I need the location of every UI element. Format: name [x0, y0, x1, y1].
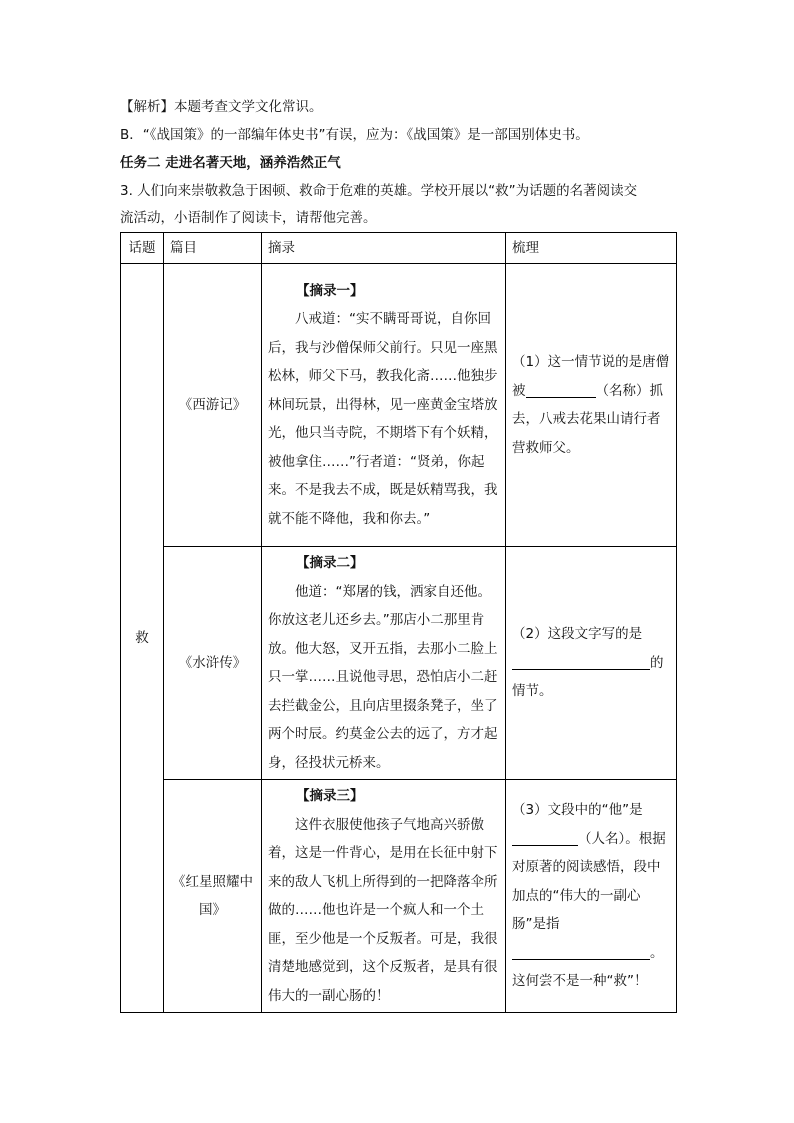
- analysis-label: 【解析】: [120, 99, 174, 115]
- answer-blank[interactable]: [512, 651, 650, 670]
- book-cell: 《水浒传》: [164, 547, 262, 780]
- analysis-text: 本题考查文学文化常识。: [174, 99, 323, 115]
- header-topic: 话题: [121, 233, 164, 264]
- table-row: [121, 264, 677, 547]
- excerpt-cell: [262, 780, 506, 1013]
- table-row: [121, 547, 677, 780]
- excerpt-title: 【摘录三】: [296, 788, 364, 804]
- option-b: B．“《战国策》的一部编年体史书”有误，应为：《战国策》是一部国别体史书。: [120, 127, 589, 143]
- header-book: 篇目: [164, 233, 262, 264]
- book-cell: 《红星照耀中国》: [164, 780, 262, 1013]
- excerpt-cell: [262, 264, 506, 547]
- excerpt-cell: [262, 547, 506, 780]
- task-text-before: （2）这段文字写的是: [512, 626, 643, 643]
- answer-blank[interactable]: [512, 941, 650, 960]
- table-header-row: [121, 233, 677, 264]
- excerpt-body: 八戒道：“实不瞒哥哥说，自你回后，我与沙僧保师父前行。只见一座黑松林，师父下马，教我化斋……他独步林间玩景，出得林，见一座黄金宝塔放光，他只当寺院，不期塔下有个妖精，被他拿住……”行者道：“贤弟，你起来。不是我去不成，既是妖精骂我，我就不能不降他，我和你去。”: [268, 311, 498, 527]
- task-text-before: （1）这一情节说的是唐僧被: [512, 354, 670, 399]
- task-cell: [506, 780, 677, 1013]
- question-line-1: 3. 人们向来崇敬救急于困顿、救命于危难的英雄。学校开展以“救”为话题的名著阅读交: [120, 183, 638, 199]
- task-text-after: 。这何尝不是一种“救”！: [512, 944, 664, 990]
- topic-cell: 救: [121, 264, 164, 1013]
- table-row: [121, 780, 677, 1013]
- task-text-middle: （人名）。根据对原著的阅读感悟，段中加点的“伟大的一副心肠”是指: [512, 830, 666, 933]
- task-cell: [506, 547, 677, 780]
- reading-card-table: [120, 232, 677, 1013]
- task-cell: [506, 264, 677, 547]
- answer-blank[interactable]: [512, 827, 578, 846]
- excerpt-title: 【摘录一】: [296, 282, 364, 299]
- answer-blank[interactable]: [526, 379, 596, 398]
- task-title: 任务二 走进名著天地，涵养浩然正气: [120, 155, 341, 171]
- question-line-2: 流活动，小语制作了阅读卡，请帮他完善。: [120, 210, 377, 226]
- excerpt-body: 这件衣服使他孩子气地高兴骄傲着，这是一件背心，是用在长征中射下来的敌人飞机上所得到的一把降落伞所做的……他也许是一个疯人和一个土匪，至少他是一个反叛者。可是，我很清楚地感觉到，这个反叛者，是具有很伟大的一副心肠的！: [268, 816, 498, 1004]
- excerpt-title: 【摘录二】: [296, 555, 364, 571]
- task-text-before: （3）文段中的“他”是: [512, 802, 643, 819]
- header-excerpt: 摘录: [262, 233, 506, 264]
- header-task: 梳理: [506, 233, 677, 264]
- analysis-line: [120, 95, 323, 115]
- excerpt-body: 他道：“郑屠的钱，洒家自还他。你放这老儿还乡去。”那店小二那里肯放。他大怒，叉开五指，去那小二脸上只一掌……且说他寻思，恐怕店小二赶去拦截金公，且向店里掇条凳子，坐了两个时辰。约莫金公去的远了，方才起身，径投状元桥来。: [268, 583, 498, 771]
- book-cell: 《西游记》: [164, 264, 262, 547]
- task-text-after: 的情节。: [512, 654, 664, 700]
- task-text-after: （名称）抓去，八戒去花果山请行者营救师父。: [512, 382, 663, 456]
